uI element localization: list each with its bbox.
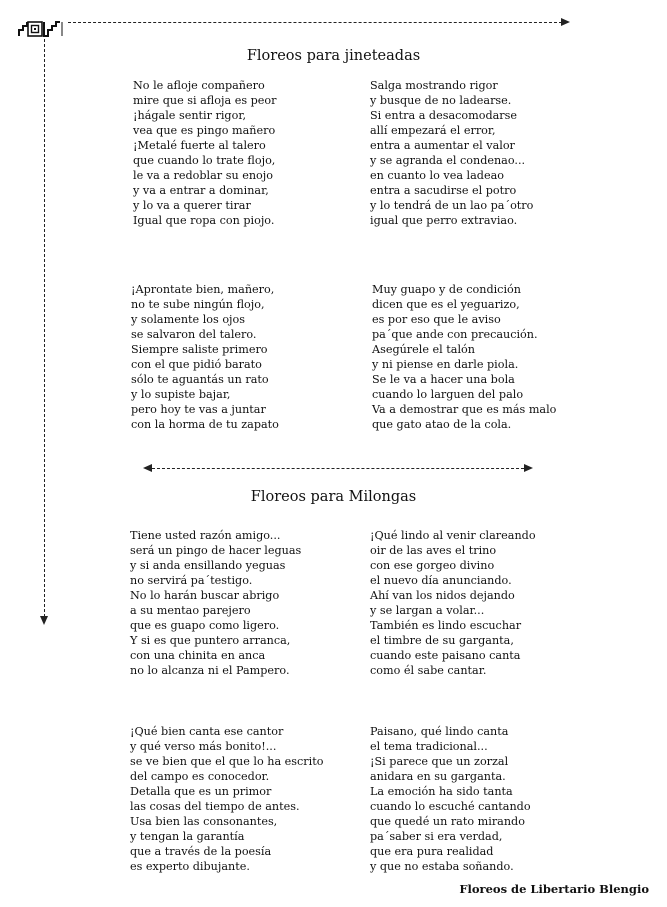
verse-line: ¡Qué bien canta ese cantor — [130, 725, 284, 738]
verse-line: entra a aumentar el valor — [370, 139, 515, 152]
verse-line: entra a sacudirse el potro — [370, 184, 517, 197]
verse-line: ¡Qué lindo al venir clareando — [370, 529, 536, 542]
verse-line: y solamente los ojos — [131, 313, 245, 326]
verse-line: Siempre saliste primero — [131, 343, 268, 356]
verse-line: será un pingo de hacer leguas — [130, 544, 302, 557]
verse-line: y que no estaba soñando. — [370, 860, 514, 873]
right-arrowhead-icon — [561, 18, 570, 26]
verse-line: como él sabe cantar. — [370, 664, 487, 677]
verse-line: el nuevo día anunciando. — [370, 574, 512, 587]
verse-line: con la horma de tu zapato — [131, 418, 279, 431]
verse-line: También es lindo escuchar — [370, 619, 522, 632]
verse-line: el tema tradicional... — [370, 740, 488, 753]
stanza-8 — [370, 724, 531, 874]
verse-line: las cosas del tiempo de antes. — [130, 800, 300, 813]
verse-line: y lo supiste bajar, — [131, 388, 231, 401]
verse-line: ¡Si parece que un zorzal — [370, 755, 509, 768]
verse-line: Se le va a hacer una bola — [372, 373, 515, 386]
top-dashed-rule — [68, 22, 562, 23]
stanza-4 — [372, 282, 556, 432]
verse-line: pa´saber si era verdad, — [370, 830, 503, 843]
verse-line: el timbre de su garganta, — [370, 634, 514, 647]
verse-line: que es guapo como ligero. — [130, 619, 280, 632]
verse-line: y va a entrar a dominar, — [133, 184, 269, 197]
verse-line: no lo alcanza ni el Pampero. — [130, 664, 290, 677]
verse-line: no te sube ningún flojo, — [131, 298, 265, 311]
verse-line: en cuanto lo vea ladeao — [370, 169, 504, 182]
verse-line: cuando lo escuché cantando — [370, 800, 531, 813]
verse-line: y ni piense en darle piola. — [372, 358, 519, 371]
verse-line: Si entra a desacomodarse — [370, 109, 517, 122]
down-arrowhead-icon — [40, 616, 48, 625]
verse-line: oir de las aves el trino — [370, 544, 497, 557]
verse-line: que quedé un rato mirando — [370, 815, 525, 828]
verse-line: no servirá pa´testigo. — [130, 574, 253, 587]
verse-line: anidara en su garganta. — [370, 770, 506, 783]
verse-line: Va a demostrar que es más malo — [372, 403, 557, 416]
verse-line: y tengan la garantía — [130, 830, 245, 843]
verse-line: Salga mostrando rigor — [370, 79, 498, 92]
stanza-6 — [370, 528, 536, 678]
verse-line: Muy guapo y de condición — [372, 283, 521, 296]
verse-line: Usa bien las consonantes, — [130, 815, 278, 828]
verse-line: sólo te aguantás un rato — [131, 373, 269, 386]
verse-line: del campo es conocedor. — [130, 770, 270, 783]
verse-line: No le afloje compañero — [133, 79, 265, 92]
verse-line: cuando este paisano canta — [370, 649, 521, 662]
verse-line: que era pura realidad — [370, 845, 494, 858]
verse-line: Paisano, qué lindo canta — [370, 725, 509, 738]
verse-line: cuando lo larguen del palo — [372, 388, 524, 401]
verse-line: se salvaron del talero. — [131, 328, 257, 341]
stanza-7 — [130, 724, 323, 874]
section-divider — [152, 468, 524, 469]
verse-line: allí empezará el error, — [370, 124, 496, 137]
verse-line: Asegúrele el talón — [372, 343, 475, 356]
verse-line: que cuando lo trate flojo, — [133, 154, 276, 167]
stanza-2 — [370, 78, 533, 228]
verse-line: La emoción ha sido tanta — [370, 785, 513, 798]
verse-line: Detalla que es un primor — [130, 785, 272, 798]
verse-line: y lo tendrá de un lao pa´otro — [370, 199, 534, 212]
stanza-1 — [133, 78, 276, 228]
verse-line: es por eso que le aviso — [372, 313, 501, 326]
right-arrowhead-icon — [524, 464, 533, 472]
section-title-milongas: Floreos para Milongas — [250, 489, 417, 505]
verse-line: pero hoy te vas a juntar — [131, 403, 266, 416]
left-dashed-rule — [44, 39, 45, 617]
verse-line: con el que pidió barato — [131, 358, 262, 371]
verse-line: con ese gorgeo divino — [370, 559, 495, 572]
verse-line: con una chinita en anca — [130, 649, 266, 662]
section-title-jineteadas: Floreos para jineteadas — [246, 48, 421, 64]
verse-line: es experto dibujante. — [130, 860, 250, 873]
verse-line: que a través de la poesía — [130, 845, 272, 858]
verse-line: vea que es pingo mañero — [133, 124, 276, 137]
verse-line: mire que si afloja es peor — [133, 94, 277, 107]
verse-line: Ahí van los nidos dejando — [370, 589, 515, 602]
verse-line: Y si es que puntero arranca, — [130, 634, 291, 647]
verse-line: que gato atao de la cola. — [372, 418, 512, 431]
verse-line: Tiene usted razón amigo... — [130, 529, 281, 542]
left-arrowhead-icon — [143, 464, 152, 472]
author-footer: Floreos de Libertario Blengio — [459, 882, 649, 896]
verse-line: igual que perro extraviao. — [370, 214, 518, 227]
verse-line: Igual que ropa con piojo. — [133, 214, 275, 227]
verse-line: a su mentao parejero — [130, 604, 251, 617]
verse-line: y se largan a volar... — [370, 604, 485, 617]
verse-line: ¡Metalé fuerte al talero — [133, 139, 266, 152]
verse-line: le va a redoblar su enojo — [133, 169, 273, 182]
stanza-5 — [130, 528, 301, 678]
greek-key-ornament-icon — [18, 21, 66, 37]
verse-line: dicen que es el yeguarizo, — [372, 298, 520, 311]
stanza-3 — [131, 282, 279, 432]
verse-line: y se agranda el condenao... — [370, 154, 526, 167]
verse-line: pa´que ande con precaución. — [372, 328, 538, 341]
verse-line: se ve bien que el que lo ha escrito — [130, 755, 324, 768]
verse-line: y si anda ensillando yeguas — [130, 559, 286, 572]
verse-line: y busque de no ladearse. — [370, 94, 512, 107]
verse-line: ¡Aprontate bien, mañero, — [131, 283, 275, 296]
verse-line: No lo harán buscar abrigo — [130, 589, 280, 602]
verse-line: y qué verso más bonito!... — [130, 740, 277, 753]
verse-line: ¡hágale sentir rigor, — [133, 109, 246, 122]
verse-line: y lo va a querer tirar — [133, 199, 251, 212]
